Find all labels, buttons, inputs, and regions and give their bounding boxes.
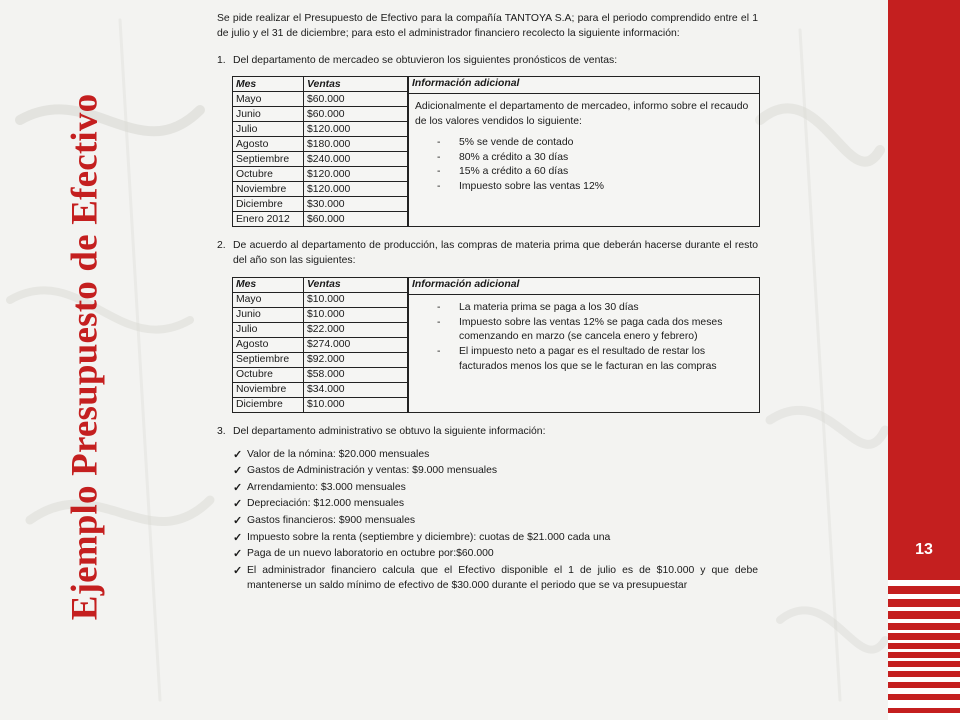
checkmark-icon: ✓ [233,465,243,478]
list-item-text: 5% se vende de contado [459,136,574,148]
sales-forecast-table [233,77,408,226]
cell-ventas: $22.000 [304,322,408,337]
list-item-text: Gastos financieros: $900 mensuales [247,515,416,527]
item-text: Del departamento administrativo se obtuvo la siguiente información: [233,425,546,437]
list-item [415,165,753,180]
item-text: De acuerdo al departamento de producción, las compras de materia prima que deberán hacerse durante el resto del año son las siguientes: [233,240,758,267]
info-text: Adicionalmente el departamento de mercadeo, informo sobre el recaudo de los valores vendidos lo siguiente: [415,101,749,128]
list-item-text: 15% a crédito a 60 días [459,166,569,178]
list-item-text: La materia prima se paga a los 30 días [459,301,639,313]
cell-mes: Noviembre [233,182,304,197]
cell-ventas: $120.000 [304,122,408,137]
table-row [233,167,408,182]
table-row [233,152,408,167]
list-item-text: Impuesto sobre la renta (septiembre y diciembre): cuotas de $21.000 cada una [247,531,611,543]
page-number: 13 [888,535,960,565]
table-row [233,337,408,352]
checkmark-icon: ✓ [233,564,243,577]
list-item [233,531,758,547]
cell-mes: Noviembre [233,382,304,397]
cell-mes: Diciembre [233,197,304,212]
table-row [233,92,408,107]
list-item [233,481,758,497]
column-header-mes: Mes [233,77,304,92]
table-row [233,367,408,382]
list-item [415,316,753,346]
cell-ventas: $60.000 [304,92,408,107]
list-item [415,301,753,316]
item-number: 1. [217,54,226,66]
cell-mes: Julio [233,322,304,337]
additional-info-panel [408,278,759,412]
checkmark-icon: ✓ [233,448,243,461]
cell-ventas: $60.000 [304,212,408,227]
additional-info-panel [408,77,759,226]
dash-bullet-icon: - [437,136,441,148]
list-item-text: Arrendamiento: $3.000 mensuales [247,481,406,493]
dash-bullet-icon: - [437,151,441,163]
cell-ventas: $92.000 [304,352,408,367]
sales-forecast-box [232,76,760,227]
list-item [415,136,753,151]
item-2 [217,239,758,269]
list-item [415,151,753,166]
cell-ventas: $10.000 [304,307,408,322]
cell-ventas: $30.000 [304,197,408,212]
list-item-text: El impuesto neto a pagar es el resultado de restar los facturados menos los que se le facturan en las compras [459,346,717,372]
cell-ventas: $34.000 [304,382,408,397]
list-item-text: Impuesto sobre las ventas 12% [459,181,604,193]
list-item [415,180,753,195]
table-row [233,107,408,122]
cell-mes: Octubre [233,367,304,382]
info-list [415,136,753,195]
list-item [233,497,758,513]
table-row [233,137,408,152]
cell-ventas: $240.000 [304,152,408,167]
table-row [233,197,408,212]
cell-mes: Diciembre [233,397,304,412]
list-item-text: El administrador financiero calcula que el Efectivo disponible el 1 de julio es de $10.000 y que debe mantenerse un saldo mínimo de efectivo de $30.000 durante el periodo que se va presupuestar [247,564,758,591]
admin-info-checklist [233,448,758,594]
checkmark-icon: ✓ [233,515,243,528]
purchases-table [233,278,408,412]
table-row [233,307,408,322]
table-header-row [233,278,408,293]
list-item [233,547,758,563]
table-row [233,212,408,227]
cell-mes: Mayo [233,92,304,107]
list-item [415,345,753,375]
list-item-text: Paga de un nuevo laboratorio en octubre por:$60.000 [247,548,494,560]
item-1 [217,54,758,69]
item-3 [217,425,758,440]
table-header-row [233,77,408,92]
list-item [233,564,758,594]
cell-ventas: $60.000 [304,107,408,122]
list-item-text: Valor de la nómina: $20.000 mensuales [247,448,430,460]
cell-ventas: $10.000 [304,292,408,307]
dash-bullet-icon: - [437,181,441,193]
list-item [233,464,758,480]
cell-ventas: $10.000 [304,397,408,412]
checkmark-icon: ✓ [233,498,243,511]
item-text: Del departamento de mercadeo se obtuvieron los siguientes pronósticos de ventas: [233,54,618,66]
table-row [233,292,408,307]
list-item-text: Gastos de Administración y ventas: $9.000 mensuales [247,465,498,477]
list-item-text: Depreciación: $12.000 mensuales [247,498,405,510]
info-list [415,301,753,375]
checkmark-icon: ✓ [233,548,243,561]
list-item-text: 80% a crédito a 30 días [459,151,569,163]
dash-bullet-icon: - [437,316,441,328]
cell-ventas: $120.000 [304,167,408,182]
slide-content [217,12,758,594]
list-item [233,514,758,530]
slide-title: Ejemplo Presupuesto de Efectivo [64,93,106,621]
column-header-ventas: Ventas [304,278,408,293]
intro-paragraph: Se pide realizar el Presupuesto de Efectivo para la compañía TANTOYA S.A; para el periodo comprendido entre el 1 de julio y el 31 de diciembre; para esto el administrador financiero recolecto la siguiente información: [217,13,758,39]
dash-bullet-icon: - [437,346,441,358]
dash-bullet-icon: - [437,301,441,313]
decorative-stripes [888,580,960,720]
cell-mes: Mayo [233,292,304,307]
table-row [233,122,408,137]
item-number: 2. [217,240,226,252]
cell-ventas: $58.000 [304,367,408,382]
cell-mes: Junio [233,107,304,122]
list-item-text: Impuesto sobre las ventas 12% se paga cada dos meses comenzando en marzo (se cancela enero y febrero) [459,316,723,343]
list-item [233,448,758,464]
cell-mes: Agosto [233,137,304,152]
checkmark-icon: ✓ [233,481,243,494]
item-number: 3. [217,425,226,437]
table-row [233,352,408,367]
table-row [233,322,408,337]
dash-bullet-icon: - [437,166,441,178]
info-header: Información adicional [409,278,759,295]
cell-mes: Septiembre [233,352,304,367]
table-row [233,182,408,197]
purchases-box [232,277,760,413]
cell-ventas: $180.000 [304,137,408,152]
info-header: Información adicional [409,77,759,94]
checkmark-icon: ✓ [233,531,243,544]
cell-ventas: $274.000 [304,337,408,352]
column-header-mes: Mes [233,278,304,293]
cell-mes: Enero 2012 [233,212,304,227]
cell-mes: Septiembre [233,152,304,167]
cell-mes: Julio [233,122,304,137]
cell-mes: Agosto [233,337,304,352]
table-row [233,397,408,412]
cell-mes: Junio [233,307,304,322]
cell-ventas: $120.000 [304,182,408,197]
column-header-ventas: Ventas [304,77,408,92]
cell-mes: Octubre [233,167,304,182]
title-container [62,52,108,662]
table-row [233,382,408,397]
